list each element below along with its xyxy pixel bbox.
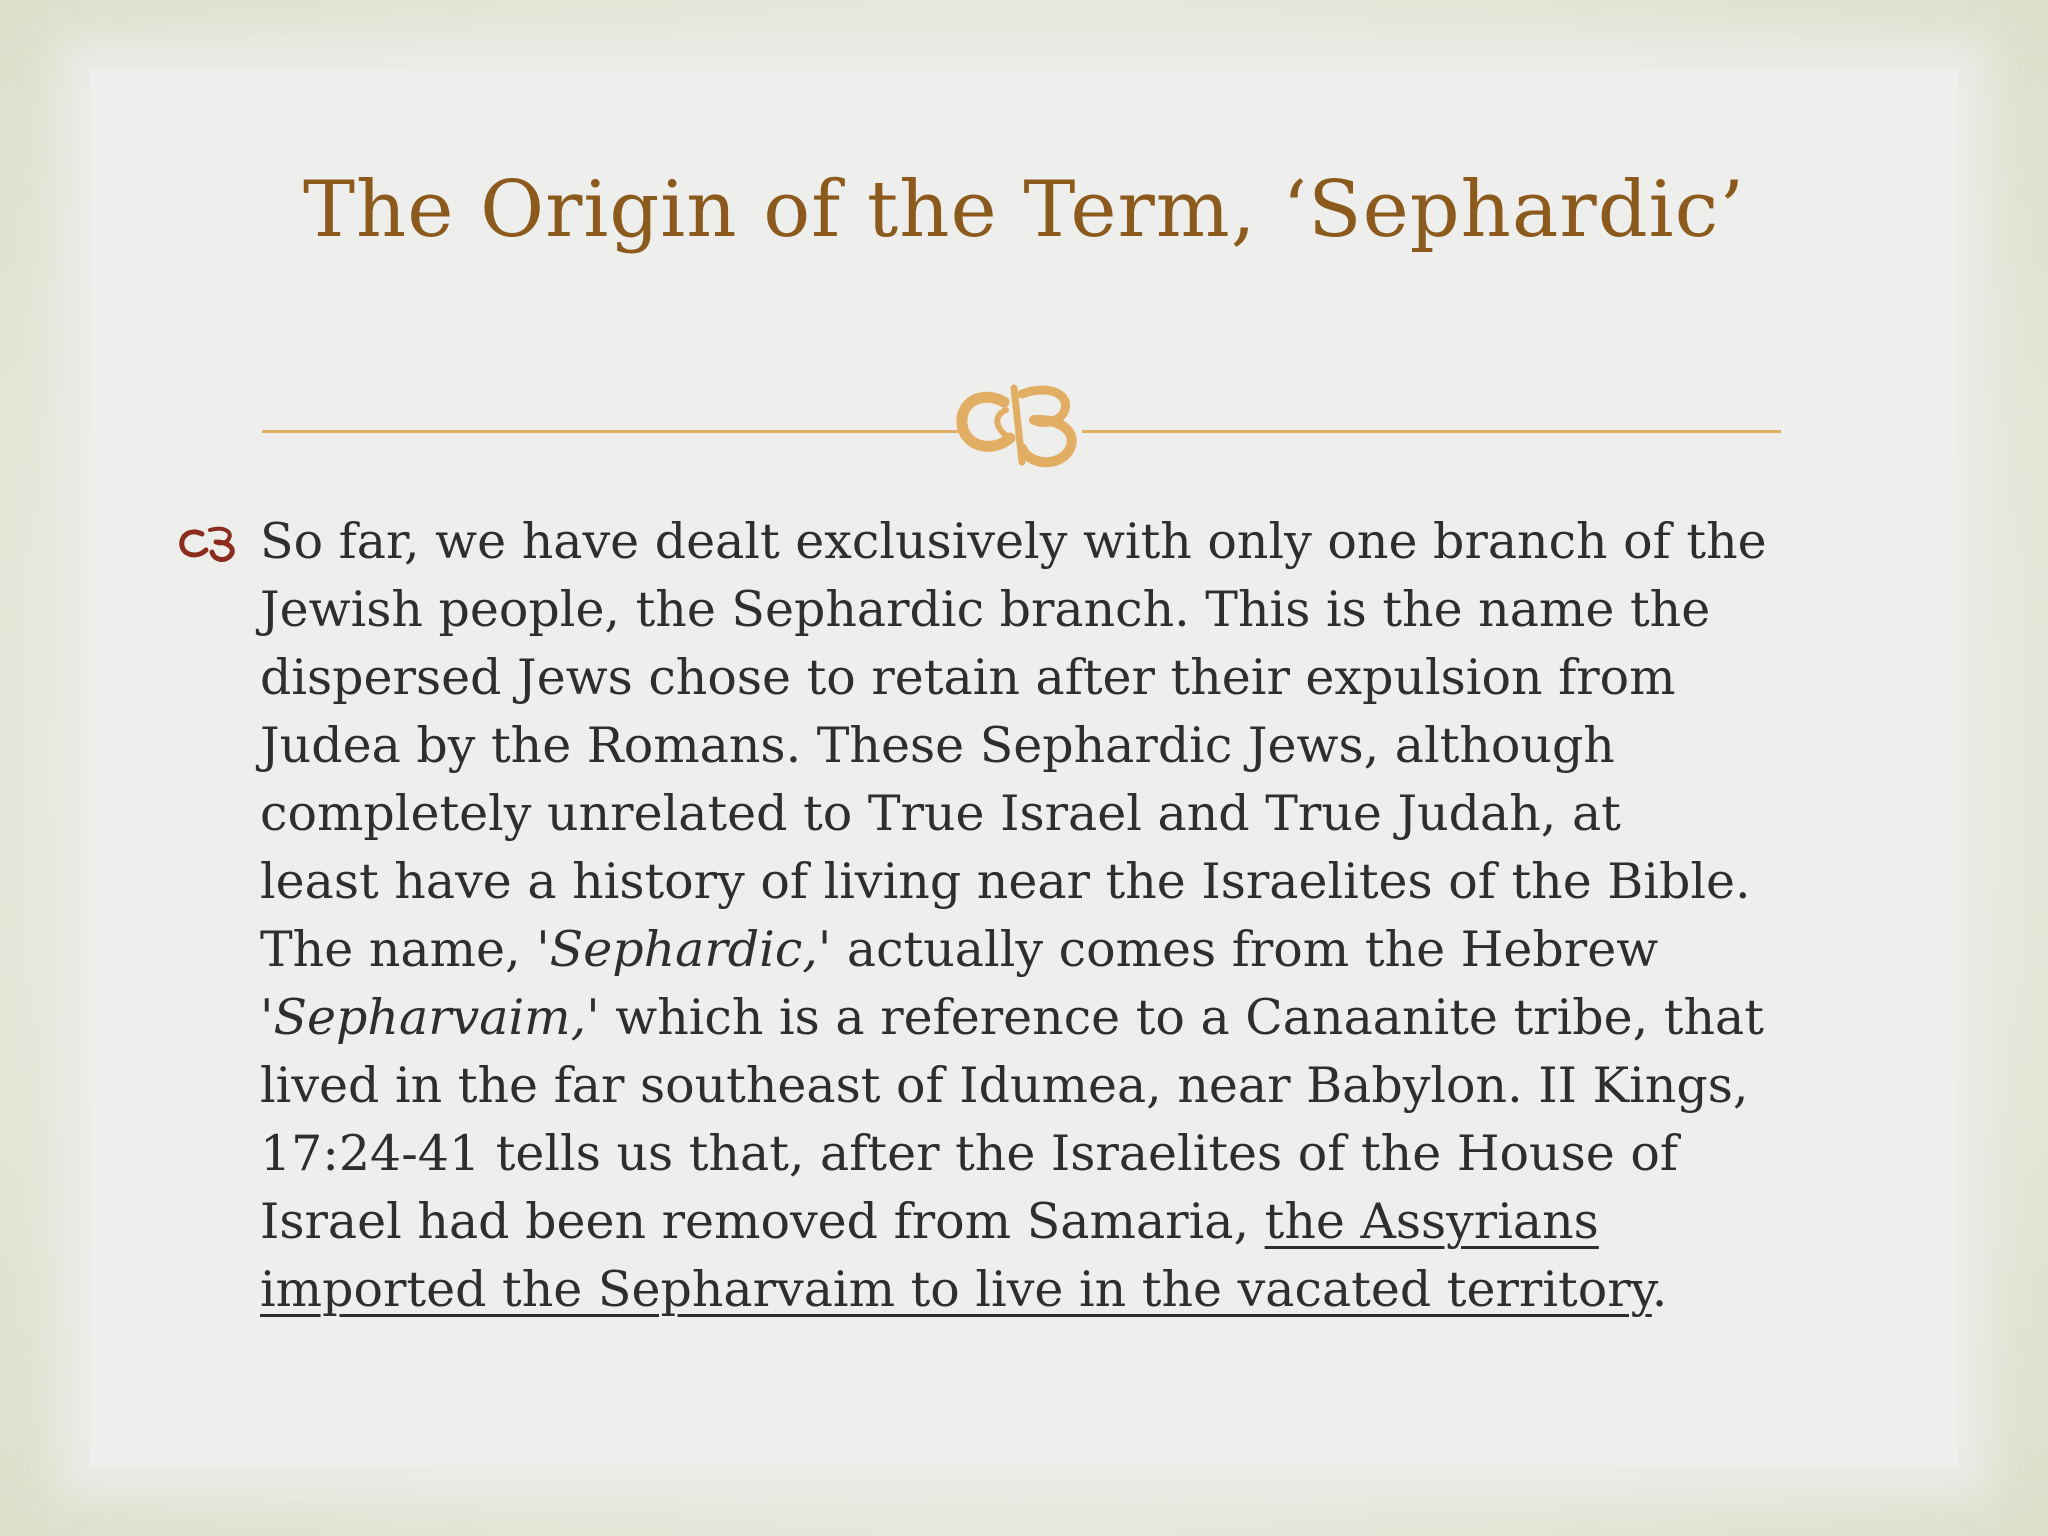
text-segment: ' which is a reference to a Canaanite tribe, that [586, 989, 1764, 1046]
text-line: 17:24-41 tells us that, after the Israelites of the House of [260, 1125, 1678, 1182]
divider-line-right [1082, 430, 1781, 433]
text-line: dispersed Jews chose to retain after their expulsion from [260, 649, 1676, 706]
text-segment: Israel had been removed from Samaria, [260, 1193, 1265, 1250]
text-segment: ' actually comes from the Hebrew [817, 921, 1659, 978]
text-line [260, 1256, 1920, 1324]
text-segment: . [1651, 1261, 1668, 1318]
underlined-text: imported the Sepharvaim to live in the vacated territory [260, 1261, 1652, 1318]
slide-title: The Origin of the Term, ‘Sephardic’ [302, 165, 1746, 255]
text-segment: The name, ' [260, 921, 550, 978]
bullet-paragraph [260, 508, 1920, 1324]
text-line: lived in the far southeast of Idumea, near Babylon. II Kings, [260, 1057, 1749, 1114]
italic-term-sephardic: Sephardic, [549, 921, 818, 978]
text-line [260, 1188, 1920, 1256]
text-line: least have a history of living near the Israelites of the Bible. [260, 853, 1751, 910]
fleuron-bullet-icon [178, 520, 238, 564]
italic-term-sepharvaim: Sepharvaim, [273, 989, 587, 1046]
divider-line-left [262, 430, 962, 433]
text-line: completely unrelated to True Israel and True Judah, at [260, 785, 1621, 842]
text-line [260, 984, 1920, 1052]
text-segment: ' [260, 989, 274, 1046]
fleuron-ornament-icon [952, 372, 1092, 472]
text-line: Judea by the Romans. These Sephardic Jews, although [260, 717, 1615, 774]
text-line: Jewish people, the Sephardic branch. This is the name the [260, 581, 1711, 638]
text-line [260, 916, 1920, 984]
underlined-text: the Assyrians [1264, 1193, 1599, 1250]
text-line: So far, we have dealt exclusively with only one branch of the [260, 513, 1767, 570]
